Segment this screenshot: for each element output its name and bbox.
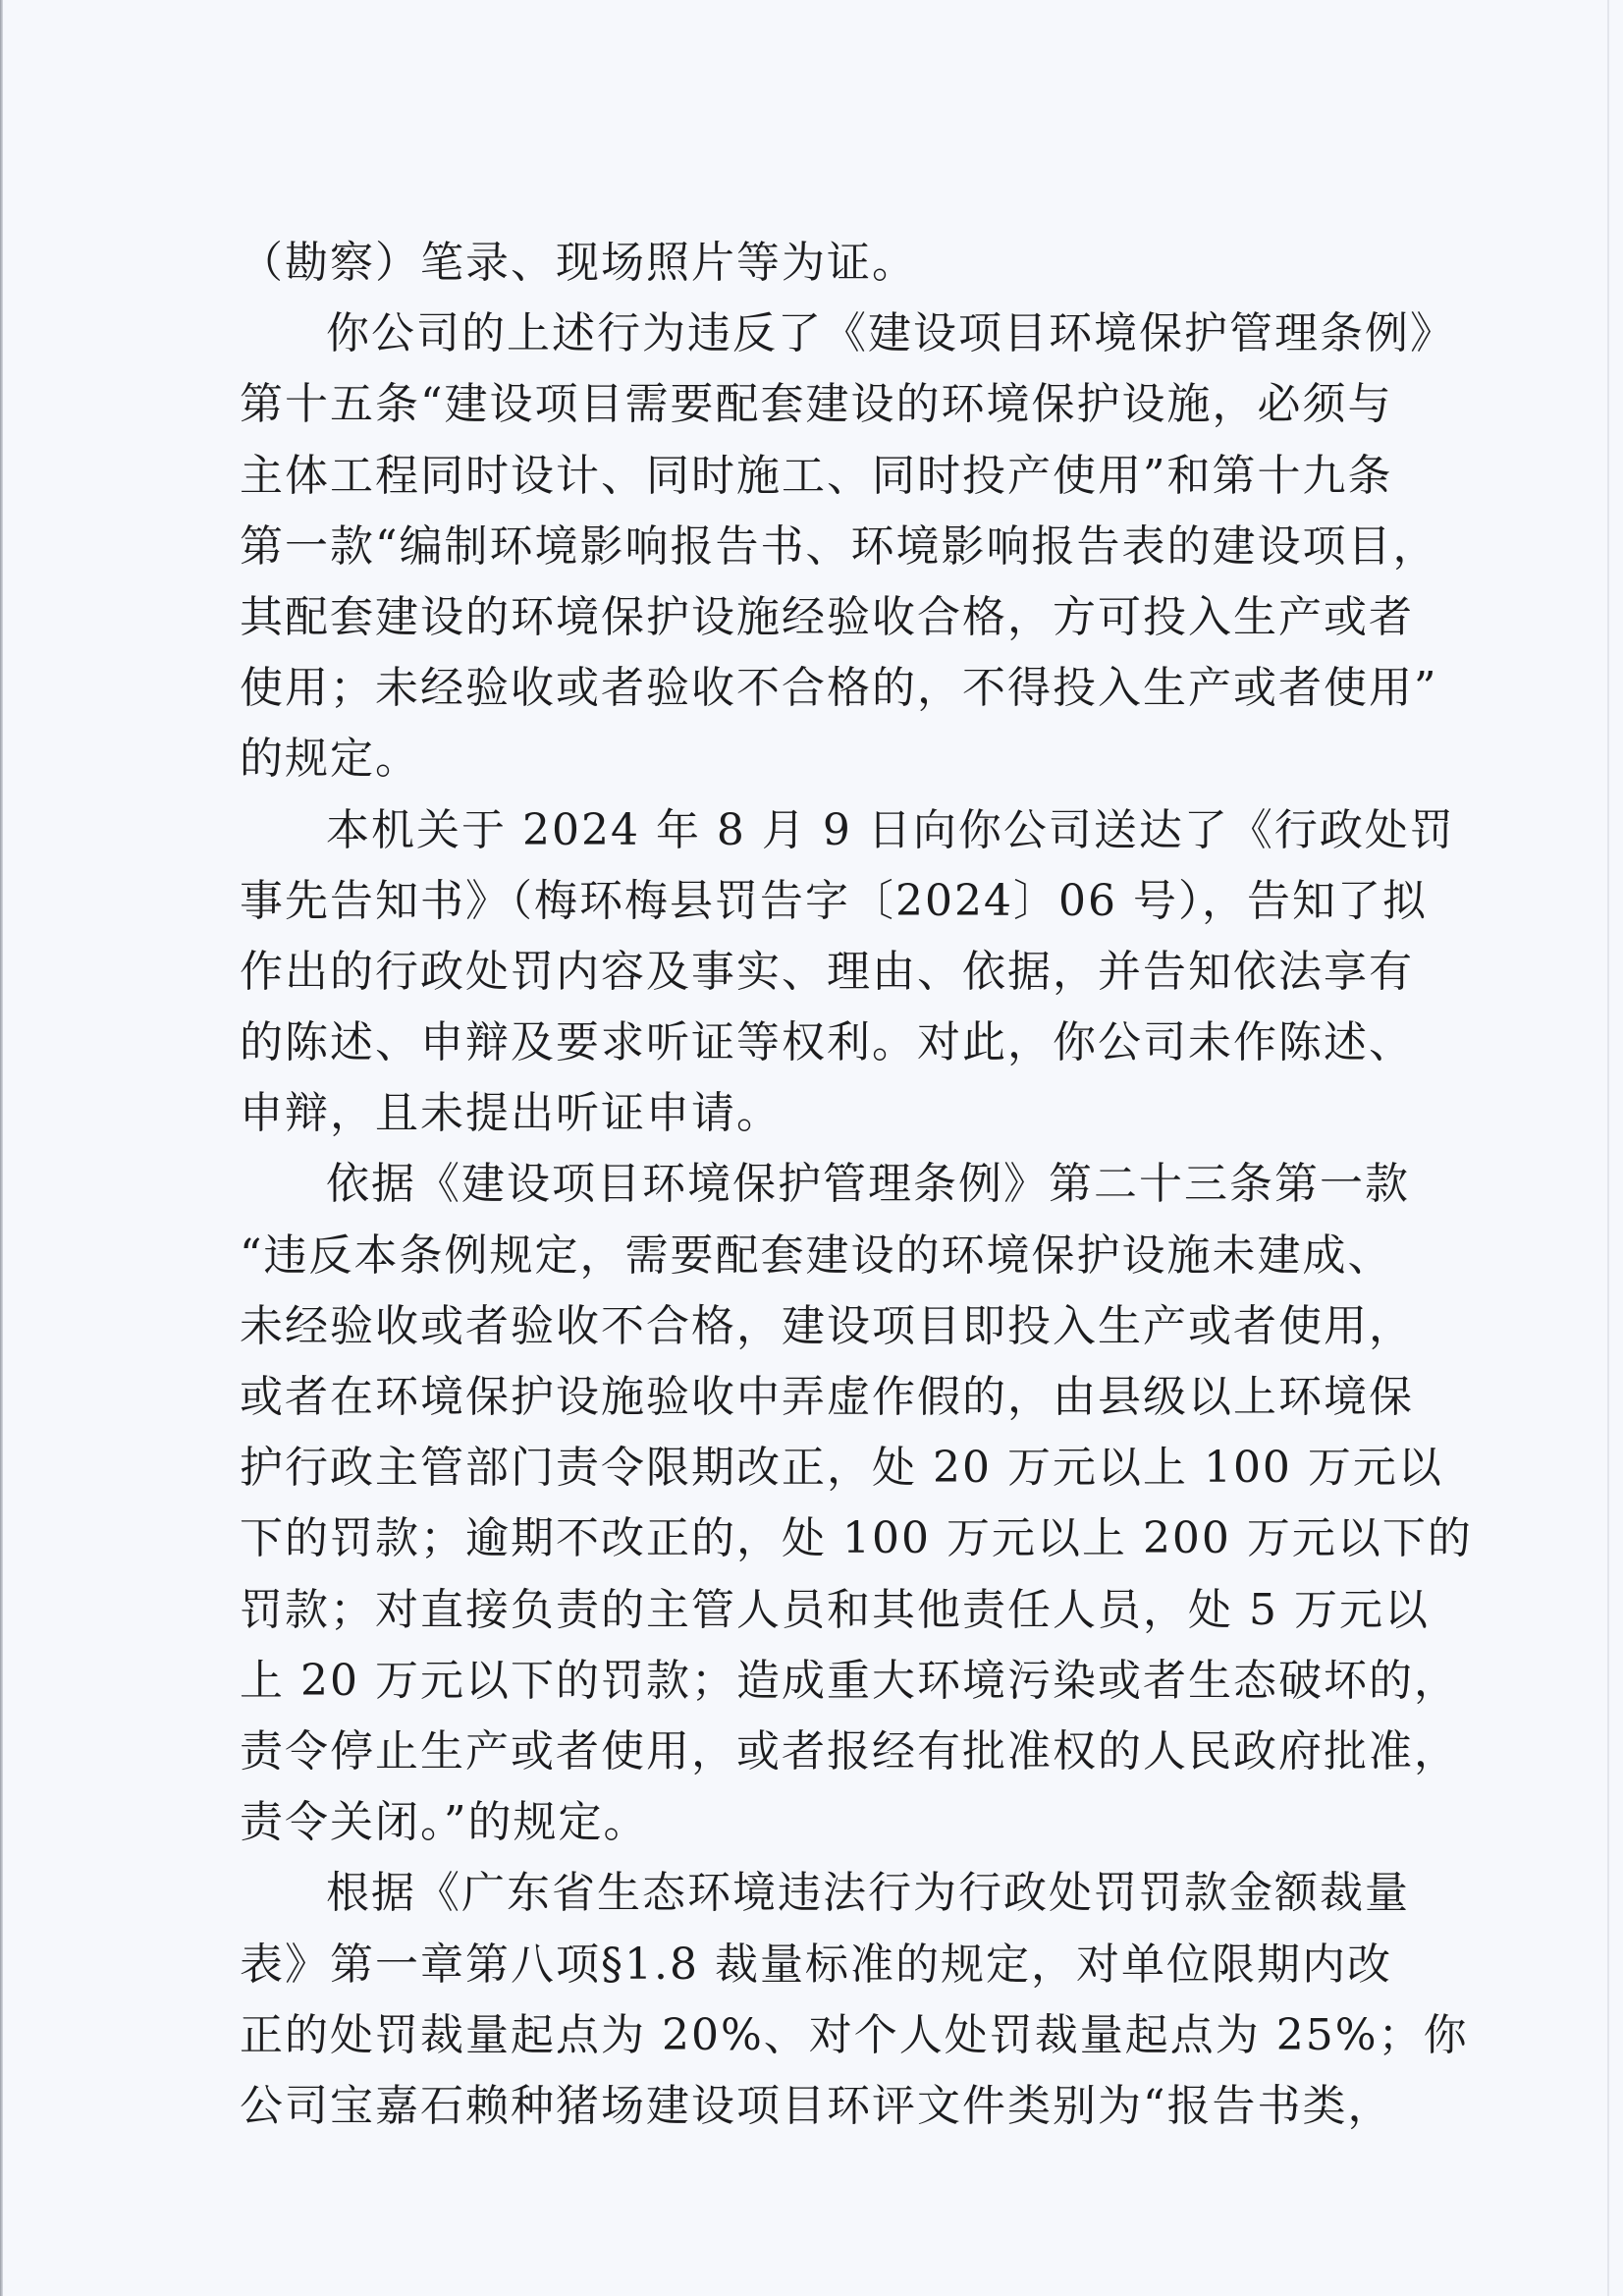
scan-edge-right (1607, 0, 1609, 2296)
paragraph-discretion (240, 1858, 1469, 2142)
text-line: 你公司的上述行为违反了《建设项目环境保护管理条例》 (326, 308, 1455, 359)
text-line: 第十五条“建设项目需要配套建设的环境保护设施，必须与 (240, 379, 1393, 430)
text-line: 第一款“编制环境影响报告书、环境影响报告表的建设项目， (240, 520, 1438, 572)
text-line: 或者在环境保护设施验收中弄虚作假的，由县级以上环境保 (240, 1372, 1414, 1422)
text-line: 根据《广东省生态环境违法行为行政处罚罚款金额裁量 (326, 1868, 1410, 1919)
text-line: 申辩，且未提出听证申请。 (240, 1088, 782, 1139)
paragraph-notice (240, 795, 1455, 1150)
text-line: 责令关闭。”的规定。 (240, 1797, 649, 1848)
document-page (240, 228, 1473, 2142)
text-line: 正的处罚裁量起点为 20%、对个人处罚裁量起点为 25%；你 (240, 2009, 1469, 2060)
text-line: 本机关于 2024 年 8 月 9 日向你公司送达了《行政处罚 (326, 804, 1455, 855)
text-line: 主体工程同时设计、同时施工、同时投产使用”和第十九条 (240, 450, 1393, 501)
text-line: 的陈述、申辩及要求听证等权利。对此，你公司未作陈述、 (240, 1017, 1414, 1068)
text-line: 下的罚款；逾期不改正的，处 100 万元以上 200 万元以下的 (240, 1513, 1473, 1564)
text-line: 责令停止生产或者使用，或者报经有批准权的人民政府批准， (240, 1725, 1459, 1777)
text-line: 使用；未经验收或者验收不合格的，不得投入生产或者使用” (240, 663, 1438, 714)
text-line: 作出的行政处罚内容及事实、理由、依据，并告知依法享有 (240, 946, 1414, 997)
text-line: 公司宝嘉石赖种猪场建设项目环评文件类别为“报告书类， (240, 2080, 1393, 2131)
text-line: 表》第一章第八项§1.8 裁量标准的规定，对单位限期内改 (240, 1939, 1392, 1990)
paragraph-evidence-tail (240, 228, 1379, 299)
text-line: “违反本条例规定，需要配套建设的环境保护设施未建成、 (240, 1230, 1393, 1281)
paragraph-violation (240, 299, 1455, 794)
text-line: 上 20 万元以下的罚款；造成重大环境污染或者生态破坏的， (240, 1655, 1459, 1706)
text-line: 其配套建设的环境保护设施经验收合格，方可投入生产或者 (240, 591, 1414, 642)
paragraph-legal-basis (240, 1149, 1473, 1858)
text-line: 事先告知书》（梅环梅县罚告字〔2024〕06 号），告知了拟 (240, 875, 1428, 926)
text-line: 依据《建设项目环境保护管理条例》第二十三条第一款 (326, 1159, 1410, 1210)
text-line: 罚款；对直接负责的主管人员和其他责任人员，处 5 万元以 (240, 1584, 1430, 1635)
text-line: （勘察）笔录、现场照片等为证。 (240, 238, 917, 288)
text-line: 未经验收或者验收不合格，建设项目即投入生产或者使用， (240, 1300, 1414, 1351)
text-line: 的规定。 (240, 734, 420, 785)
text-line: 护行政主管部门责令限期改正，处 20 万元以上 100 万元以 (240, 1443, 1443, 1494)
scan-edge-left (0, 0, 3, 2296)
